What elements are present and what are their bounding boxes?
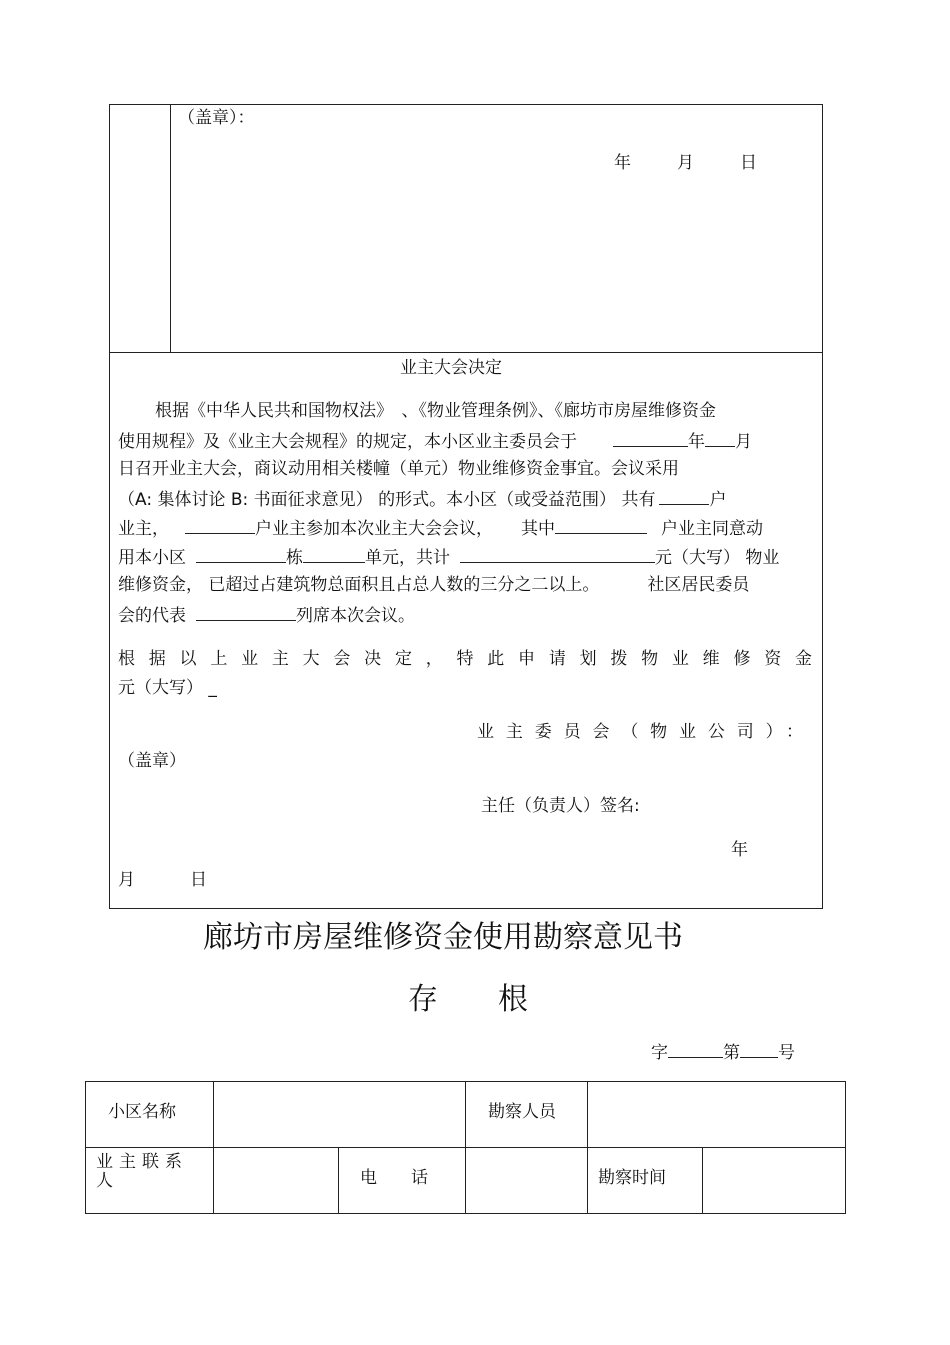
decision-line-7 bbox=[118, 571, 749, 599]
upper-date-day: 日 bbox=[740, 153, 757, 173]
owner-contact-label: 业主联系人 bbox=[96, 1152, 188, 1191]
upper-date-year: 年 bbox=[614, 153, 631, 173]
line7-text-b: 社区居民委员 bbox=[647, 575, 750, 595]
line4-text: （A: 集体讨论 B: 书面征求意见） 的形式。本小区（或受益范围） 共有 bbox=[118, 490, 656, 510]
phone-label: 电 话 bbox=[360, 1168, 428, 1188]
line8-text-b: 列席本次会议。 bbox=[296, 606, 415, 626]
line2-month: 月 bbox=[735, 432, 752, 452]
line5-text-a: 业主， bbox=[118, 519, 169, 539]
line5-text-d: 户业主同意动 bbox=[661, 519, 763, 539]
owner-contact-value[interactable] bbox=[216, 1150, 336, 1210]
line7-text-a: 维修资金， 已超过占建筑物总面积且占总人数的三分之二以上。 bbox=[118, 575, 600, 595]
line2-text: 使用规程》及《业主大会规程》的规定，本小区业主委员会于 bbox=[118, 432, 577, 452]
decision-line-2 bbox=[118, 426, 752, 456]
phone-value[interactable] bbox=[468, 1150, 585, 1210]
line8-text-a: 会的代表 bbox=[118, 606, 186, 626]
ref-zi-blank bbox=[668, 1037, 723, 1058]
stub-col-3 bbox=[587, 1081, 588, 1214]
signature-label: 主任（负责人）签名: bbox=[481, 796, 640, 816]
upper-left-column-divider bbox=[170, 104, 171, 353]
line6-text-b: 栋 bbox=[286, 548, 303, 568]
ref-di: 第 bbox=[723, 1043, 740, 1063]
decision-line-5 bbox=[118, 513, 763, 543]
unit-blank bbox=[303, 542, 365, 563]
meeting-month-blank bbox=[705, 426, 735, 447]
line6-text-a: 用本小区 bbox=[118, 548, 186, 568]
ref-hao: 号 bbox=[778, 1043, 795, 1063]
committee-rep-blank bbox=[196, 600, 296, 621]
stub-col-1 bbox=[213, 1081, 214, 1214]
line6-text-c: 单元，共计 bbox=[365, 548, 450, 568]
stub-title: 廊坊市房屋维修资金使用勘察意见书 bbox=[203, 920, 683, 955]
community-name-label: 小区名称 bbox=[108, 1102, 176, 1122]
upper-section-divider bbox=[109, 352, 823, 353]
decision-seal: （盖章） bbox=[118, 751, 186, 771]
decision-line-10: 元（大写） _ bbox=[118, 678, 217, 698]
inspect-time-value[interactable] bbox=[705, 1150, 843, 1210]
stub-col-row2-b bbox=[702, 1147, 703, 1214]
agreeing-households-blank bbox=[555, 513, 647, 534]
decision-month: 月 bbox=[118, 870, 135, 890]
line6-text-d: 元（大写） 物业 bbox=[655, 548, 780, 568]
building-blank bbox=[196, 542, 286, 563]
decision-year: 年 bbox=[731, 840, 748, 860]
seal-label: （盖章）： bbox=[178, 108, 255, 128]
total-households-blank bbox=[659, 484, 709, 505]
line5-text-b: 户业主参加本次业主大会会议， bbox=[255, 519, 493, 539]
amount-blank bbox=[460, 542, 655, 563]
decision-line-8 bbox=[118, 600, 415, 630]
decision-line-4 bbox=[118, 484, 726, 514]
stub-subtitle: 存 根 bbox=[408, 982, 528, 1017]
decision-day: 日 bbox=[190, 870, 207, 890]
inspector-label: 勘察人员 bbox=[488, 1102, 556, 1122]
line5-text-c: 其中 bbox=[521, 519, 555, 539]
inspect-time-label: 勘察时间 bbox=[598, 1168, 666, 1188]
decision-heading: 业主大会决定 bbox=[400, 358, 502, 378]
stub-col-row2-a bbox=[338, 1147, 339, 1214]
decision-line-6 bbox=[118, 542, 779, 572]
community-name-value[interactable] bbox=[216, 1084, 462, 1144]
line2-year: 年 bbox=[688, 432, 705, 452]
ref-number-blank bbox=[740, 1037, 778, 1058]
stub-col-2 bbox=[465, 1081, 466, 1214]
decision-line-3: 日召开业主大会，商议动用相关楼幢（单元）物业维修资金事宜。会议采用 bbox=[118, 459, 679, 479]
ref-zi: 字 bbox=[651, 1043, 668, 1063]
line4-hu: 户 bbox=[709, 490, 727, 510]
attending-households-blank bbox=[185, 513, 255, 534]
committee-label: 业主委员会（物业公司）： bbox=[477, 722, 803, 742]
decision-line-9: 根据以上业主大会决定，特此申请划拨物业维修资金 bbox=[118, 649, 812, 669]
decision-line-1: 根据《中华人民共和国物权法》 、《物业管理条例》、《廊坊市房屋维修资金 bbox=[155, 401, 716, 421]
meeting-year-blank bbox=[613, 426, 688, 447]
upper-date-month: 月 bbox=[677, 153, 694, 173]
reference-number bbox=[651, 1037, 795, 1067]
inspector-value[interactable] bbox=[590, 1084, 843, 1144]
